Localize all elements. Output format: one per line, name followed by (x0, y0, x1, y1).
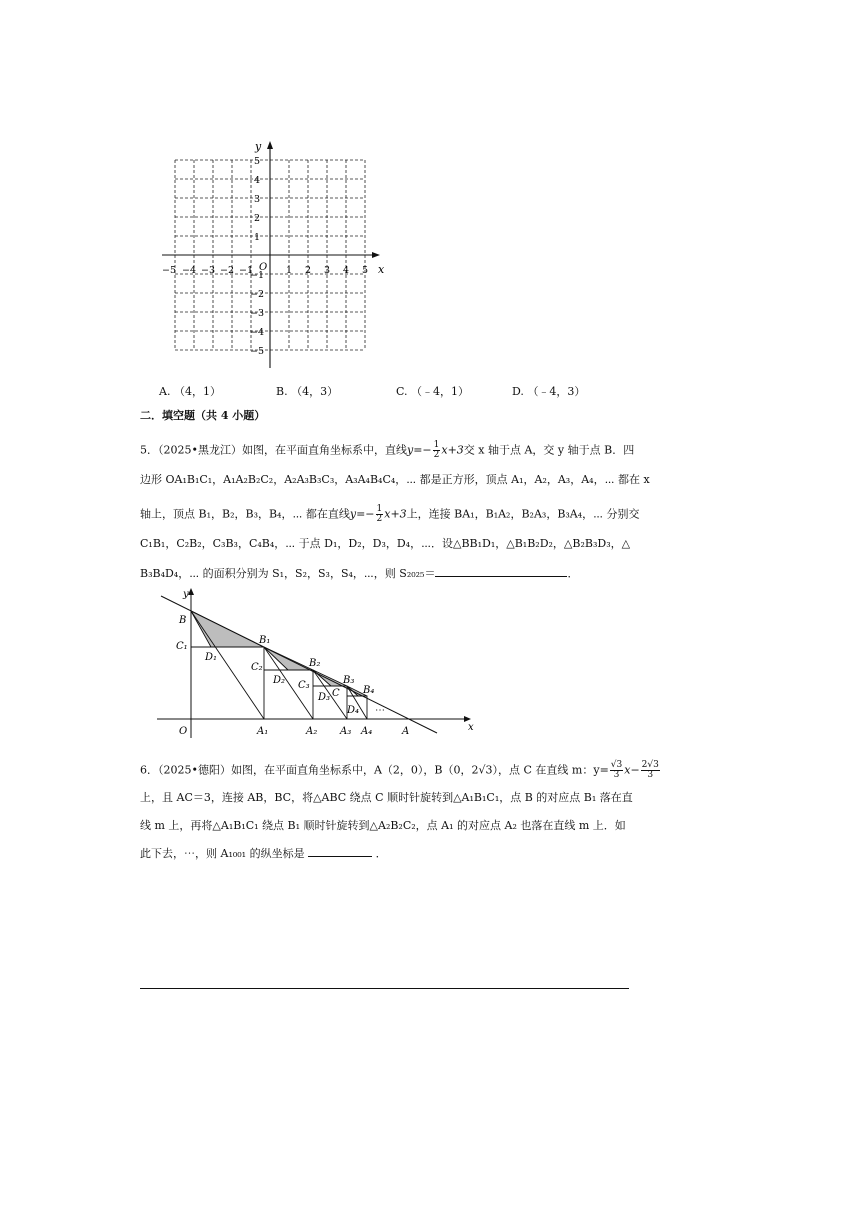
fraction-denominator: 2 (376, 514, 383, 524)
q5-line-3 (140, 505, 640, 524)
label-c2: C₂ (251, 662, 263, 673)
q5-line-2: 边形 OA₁B₁C₁，A₁A₂B₂C₂，A₂A₃B₃C₃，A₃A₄B₄C₄，⋯ 都是正方形，顶点 A₁，A₂，A₃，A₄，⋯ 都在 x (140, 473, 650, 486)
question-number: 5． (140, 443, 158, 457)
footer-rule (140, 988, 629, 989)
label-b2: B₂ (309, 658, 321, 669)
answer-blank[interactable] (308, 845, 372, 857)
fraction (433, 441, 441, 460)
y-tick: −2 (250, 289, 265, 300)
option-b[interactable] (276, 383, 338, 399)
y-tick-labels (250, 156, 264, 357)
fraction-numerator: √3 (610, 760, 623, 770)
question-source: （2025•黑龙江） (158, 443, 242, 457)
label-d4: D₄ (347, 705, 360, 716)
option-value: （﹣4，3） (527, 385, 586, 398)
q5-line-4: C₁B₁，C₂B₂，C₃B₃，C₄B₄，⋯ 于点 D₁，D₂，D₃，D₄，⋯．设△BB₁D₁，△B₁B₂D₂，△B₂B₃D₃，△ (140, 537, 631, 550)
question-source: （2025•德阳） (158, 763, 231, 777)
q5-figure (155, 588, 480, 740)
label-a: A (402, 726, 410, 737)
fraction-numerator: 1 (376, 504, 383, 514)
x-tick: 2 (305, 265, 312, 276)
q6-text: ． (375, 847, 387, 860)
equation-part: x− (624, 763, 640, 777)
y-tick: 5 (254, 156, 261, 167)
label-d1: D₁ (205, 652, 218, 663)
section-heading: 二．填空题（共 4 小题） (140, 409, 266, 422)
question-number: 6． (140, 763, 158, 777)
q5-text: B₃B₄D₄，⋯ 的面积分别为 S₁，S₂，S₃，S₄，⋯，则 S₂₀₂₅＝ (140, 567, 436, 580)
q6-line-2: 上，且 AC＝3，连接 AB，BC，将△ABC 绕点 C 顺时针旋转到△A₁B₁C₁，点 B 的对应点 B₁ 落在直 (140, 791, 633, 804)
label-y: y (183, 589, 189, 600)
x-tick: −2 (220, 265, 235, 276)
label-a4: A₄ (361, 726, 373, 737)
y-tick: 2 (254, 213, 261, 224)
line-ab (161, 596, 437, 733)
fraction-denominator: 3 (647, 770, 654, 780)
label-b3: B₃ (343, 675, 355, 686)
equation-part: x+3 (441, 443, 464, 457)
option-letter: C. (396, 385, 408, 398)
y-tick: −4 (250, 327, 265, 338)
label-b: B (179, 615, 187, 626)
option-letter: A. (159, 385, 171, 398)
label-b1: B₁ (259, 635, 271, 646)
y-axis-arrow (188, 588, 194, 595)
y-axis-arrow (267, 141, 273, 149)
x-tick: 4 (343, 265, 350, 276)
y-tick: −1 (250, 270, 265, 281)
x-tick: 5 (362, 265, 369, 276)
option-letter: D. (512, 385, 524, 398)
label-c4: C (332, 688, 340, 699)
fraction (610, 761, 623, 780)
option-d[interactable] (512, 383, 585, 399)
fraction-denominator: 3 (613, 770, 620, 780)
q6-line-1 (140, 761, 661, 780)
x-axis-arrow (372, 252, 380, 258)
fraction-numerator: 1 (433, 440, 440, 450)
label-a2: A₂ (306, 726, 318, 737)
answer-blank[interactable] (435, 565, 567, 577)
q5-line-5 (140, 565, 578, 581)
q5-line-1 (140, 441, 634, 460)
coordinate-grid-figure (150, 140, 400, 375)
q6-text: 如图，在平面直角坐标系中，A（2，0），B（0，2√3），点 C 在直线 m：y= (230, 763, 609, 777)
q6-line-3: 线 m 上，再将△A₁B₁C₁ 绕点 B₁ 顺时针旋转到△A₂B₂C₂，点 A₁ 的对应点 A₂ 也落在直线 m 上．如 (140, 819, 626, 832)
y-tick: 3 (254, 194, 261, 205)
label-d2: D₂ (273, 675, 286, 686)
x-tick: −5 (162, 265, 177, 276)
y-tick: 1 (254, 232, 261, 243)
option-value: （4，3） (291, 385, 339, 398)
equation-part: y=− (349, 507, 375, 521)
option-value: （4，1） (173, 385, 221, 398)
label-c3: C₃ (298, 680, 310, 691)
x-tick: 1 (286, 265, 293, 276)
q5-text: 如图，在平面直角坐标系中，直线 (241, 443, 407, 457)
x-tick: −4 (182, 265, 197, 276)
option-c[interactable] (396, 383, 469, 399)
fraction (376, 505, 384, 524)
y-tick: 4 (254, 175, 261, 186)
q6-text: 此下去，⋯，则 A₁₀₀₁ 的纵坐标是 (140, 847, 305, 860)
label-c1: C₁ (176, 641, 188, 652)
label-o: O (179, 726, 188, 737)
q5-text: ． (567, 567, 579, 580)
label-a3: A₃ (340, 726, 352, 737)
label-x: x (468, 722, 474, 733)
option-value: （﹣4，1） (411, 385, 470, 398)
y-tick: −5 (250, 346, 265, 357)
x-tick: 3 (324, 265, 331, 276)
fraction-denominator: 2 (433, 450, 440, 460)
q6-line-4 (140, 845, 387, 861)
label-dots: ⋯ (375, 705, 385, 716)
label-d3: D₃ (318, 692, 331, 703)
fraction (641, 761, 660, 780)
x-tick: −1 (239, 265, 254, 276)
y-tick: −3 (250, 308, 265, 319)
q5-text: 轴上，顶点 B₁，B₂，B₃，B₄，⋯ 都在直线 (140, 507, 350, 521)
equation-part: x+3 (384, 507, 407, 521)
q5-text: 交 x 轴于点 A，交 y 轴于点 B．四 (463, 443, 635, 457)
origin-label: O (259, 262, 268, 273)
equation-part: y=− (406, 443, 432, 457)
q5-text: 上，连接 BA₁，B₁A₂，B₂A₃，B₃A₄，⋯ 分别交 (406, 507, 640, 521)
label-a1: A₁ (257, 726, 269, 737)
option-a[interactable] (159, 383, 221, 399)
x-tick: −3 (201, 265, 216, 276)
option-letter: B. (276, 385, 288, 398)
label-b4: B₄ (363, 685, 375, 696)
x-axis-label: x (378, 263, 385, 276)
y-axis-label: y (255, 140, 262, 153)
fraction-numerator: 2√3 (641, 760, 659, 770)
